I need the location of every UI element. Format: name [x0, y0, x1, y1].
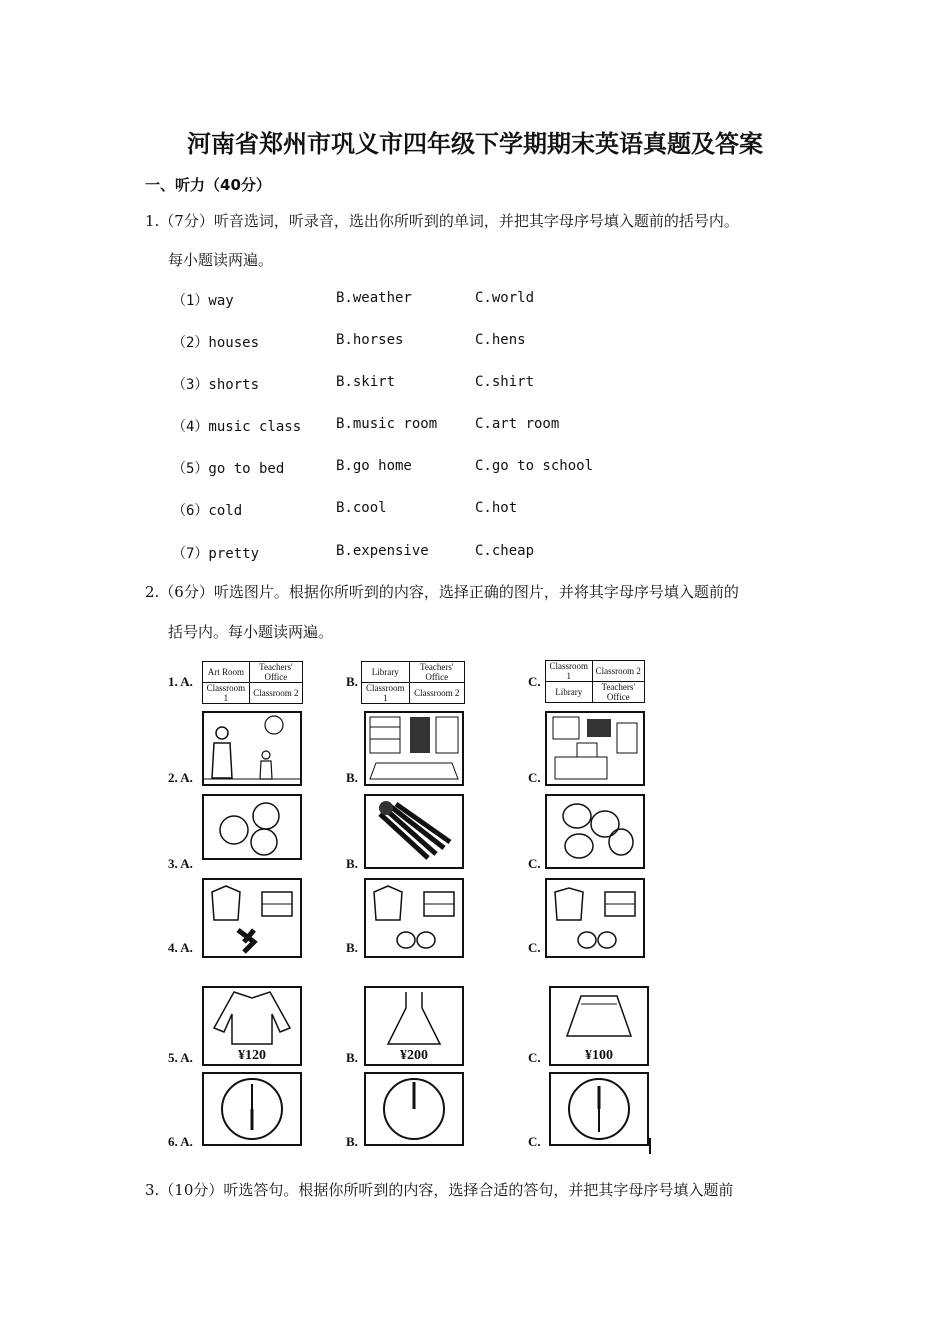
room-label: Classroom 2: [409, 683, 464, 704]
room-label: Art Room: [203, 662, 250, 683]
room-label: Classroom 2: [249, 683, 302, 704]
floor-plan-a: [202, 661, 303, 704]
label-1a: 1. A.: [168, 674, 193, 689]
label-1c: C.: [528, 674, 541, 689]
floor-plan-b: [361, 661, 465, 704]
label-4a: 4. A.: [168, 940, 193, 955]
label-5a: 5. A.: [168, 1050, 193, 1065]
room-label: Classroom 1: [546, 661, 593, 682]
room-label: Teachers' Office: [592, 682, 644, 703]
option-3b: B.skirt: [336, 374, 396, 390]
carrots-image: [364, 794, 464, 869]
option-1b: B.weather: [336, 290, 412, 306]
label-3b: B.: [346, 856, 358, 871]
label-5c: C.: [528, 1050, 541, 1065]
option-6a: （6）cold: [172, 503, 243, 519]
question-1-text-cont: 每小题读两遍。: [168, 251, 274, 269]
option-1a: （1）way: [172, 293, 234, 309]
potatoes-image: [545, 794, 645, 869]
option-2a: （2）houses: [172, 335, 260, 351]
clothes-scarf-image: [202, 878, 302, 958]
option-6b: B.cool: [336, 500, 387, 516]
scene-people-image: [202, 711, 302, 786]
room-label: Classroom 2: [592, 661, 644, 682]
page-title: 河南省郑州市巩义市四年级下学期期末英语真题及答案: [187, 130, 763, 158]
room-label: Classroom 1: [362, 683, 410, 704]
question-1-text: 1.（7分）听音选词，听录音，选出你所听到的单词，并把其字母序号填入题前的括号内。: [145, 212, 739, 230]
room-label: Teachers' Office: [409, 662, 464, 683]
option-2c: C.hens: [475, 332, 526, 348]
option-4a: （4）music class: [172, 419, 302, 435]
option-1c: C.world: [475, 290, 535, 306]
label-4c: C.: [528, 940, 541, 955]
label-6b: B.: [346, 1134, 358, 1149]
option-4c: C.art room: [475, 416, 560, 432]
scene-library-image: [364, 711, 464, 786]
label-5b: B.: [346, 1050, 358, 1065]
clock-six-oclock-image: [202, 1072, 302, 1146]
label-3a: 3. A.: [168, 856, 193, 871]
text-cursor: [649, 1138, 651, 1154]
price-label-c: ¥100: [585, 1048, 613, 1063]
label-6c: C.: [528, 1134, 541, 1149]
label-4b: B.: [346, 940, 358, 955]
clock-half-past-image: [549, 1072, 649, 1146]
option-4b: B.music room: [336, 416, 438, 432]
dress-price-image: [364, 986, 464, 1066]
label-1b: B.: [346, 674, 358, 689]
clothes-gloves-image: [364, 878, 464, 958]
clothes-shirt-gloves-image: [545, 878, 645, 958]
shirt-price-image: [202, 986, 302, 1066]
option-5a: （5）go to bed: [172, 461, 285, 477]
label-2c: C.: [528, 770, 541, 785]
label-2a: 2. A.: [168, 770, 193, 785]
label-3c: C.: [528, 856, 541, 871]
option-5b: B.go home: [336, 458, 412, 474]
floor-plan-c: [545, 660, 645, 703]
question-2-text: 2.（6分）听选图片。根据你所听到的内容，选择正确的图片，并将其字母序号填入题前的: [145, 583, 739, 601]
question-3-text: 3.（10分）听选答句。根据你所听到的内容，选择合适的答句，并把其字母序号填入题前: [145, 1181, 734, 1199]
section-heading: 一、听力（40分）: [145, 176, 271, 194]
question-2-text-cont: 括号内。每小题读两遍。: [168, 623, 334, 641]
option-6c: C.hot: [475, 500, 518, 516]
tomatoes-image: [202, 794, 302, 860]
option-7b: B.expensive: [336, 543, 429, 559]
label-2b: B.: [346, 770, 358, 785]
room-label: Classroom 1: [203, 683, 250, 704]
option-3a: （3）shorts: [172, 377, 260, 393]
room-label: Library: [362, 662, 410, 683]
option-3c: C.shirt: [475, 374, 535, 390]
option-7a: （7）pretty: [172, 546, 260, 562]
room-label: Teachers' Office: [249, 662, 302, 683]
price-label-a: ¥120: [238, 1048, 266, 1063]
scene-office-image: [545, 711, 645, 786]
price-label-b: ¥200: [400, 1048, 428, 1063]
skirt-price-image: [549, 986, 649, 1066]
room-label: Library: [546, 682, 593, 703]
label-6a: 6. A.: [168, 1134, 193, 1149]
option-5c: C.go to school: [475, 458, 594, 474]
option-7c: C.cheap: [475, 543, 535, 559]
clock-twelve-oclock-image: [364, 1072, 464, 1146]
option-2b: B.horses: [336, 332, 404, 348]
